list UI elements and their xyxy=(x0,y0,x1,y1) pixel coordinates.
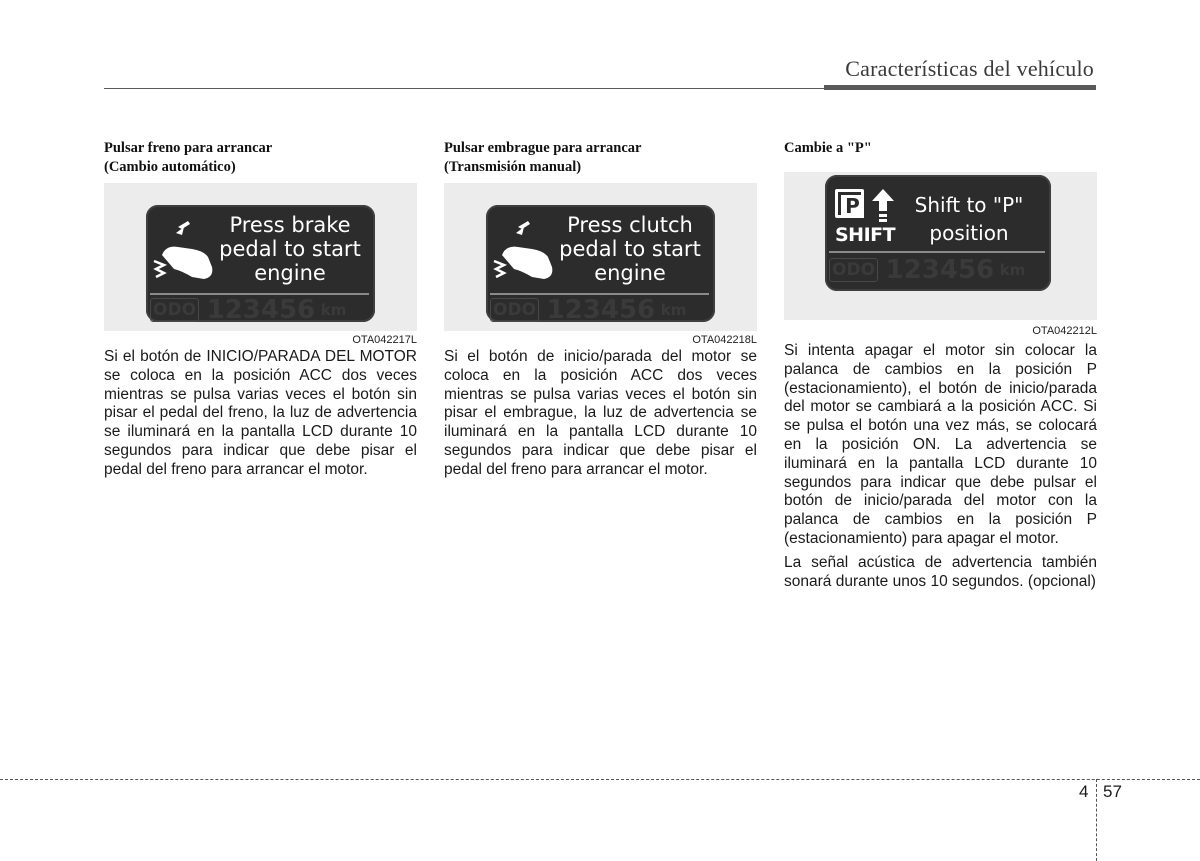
odo-label: ODO xyxy=(829,258,878,282)
column-heading: Cambie a "P" xyxy=(784,140,872,156)
figure-code: OTA042217L xyxy=(352,334,417,346)
lcd-divider xyxy=(490,293,709,295)
body-paragraph: Si intenta apagar el motor sin colocar la palanca de cambios en la posición P (estacionamiento), el botón de inicio/parada del motor se cambiará a la posición ACC. Si se pulsa el botón una vez más, se colocará en la posición ON. La advertencia se iluminará en la pantalla LCD durante 10 segundos para indicar que debe pulsar el botón de inicio/parada del motor con la palanca de cambios en la posición P (estacionamiento) para apagar el motor. xyxy=(784,342,1097,547)
chapter-number: 4 xyxy=(1079,782,1089,801)
lcd-divider xyxy=(829,251,1045,253)
footer-vertical-rule xyxy=(1096,779,1097,861)
figure-code: OTA042212L xyxy=(1032,325,1097,337)
lcd-figure xyxy=(784,172,1097,320)
figure-code: OTA042218L xyxy=(692,334,757,346)
shift-label: SHIFT xyxy=(835,224,896,246)
park-box xyxy=(835,189,864,218)
park-letter: P xyxy=(841,195,864,218)
lcd-message: Press brake pedal to start engine xyxy=(219,213,361,285)
column-heading: Pulsar embrague para arrancar (Transmisión manual) xyxy=(444,140,642,175)
lcd-display xyxy=(146,205,375,322)
odometer-readout xyxy=(829,257,1045,283)
up-arrow-icon xyxy=(872,189,894,223)
odo-value: 123456 xyxy=(885,257,995,283)
column-heading: Pulsar freno para arrancar (Cambio automático) xyxy=(104,140,273,175)
lcd-figure xyxy=(444,183,757,331)
section-title: Características del vehículo xyxy=(845,56,1094,81)
column-brake xyxy=(104,139,417,480)
odo-unit: km xyxy=(999,261,1026,279)
brake-pedal-icon xyxy=(152,211,216,287)
odo-unit: km xyxy=(320,301,347,319)
odometer-readout xyxy=(490,297,709,323)
body-paragraph: Si el botón de INICIO/PARADA DEL MOTOR se coloca en la posición ACC dos veces mientras se pulsa varias veces el botón sin pisar el pedal del freno, la luz de advertencia se iluminará en la pantalla LCD durante 10 segundos para indicar que debe pisar el pedal del freno para arrancar el motor. xyxy=(104,348,417,478)
lcd-display xyxy=(486,205,715,322)
lcd-display xyxy=(825,175,1051,291)
clutch-pedal-icon xyxy=(492,211,556,287)
lcd-message: Shift to "P" position xyxy=(914,193,1024,245)
column-shift-p xyxy=(784,139,1097,591)
odo-label: ODO xyxy=(150,298,199,322)
footer-rule xyxy=(0,779,1200,780)
column-clutch xyxy=(444,139,757,480)
odo-value: 123456 xyxy=(206,297,316,323)
lcd-divider xyxy=(150,293,369,295)
lcd-figure xyxy=(104,183,417,331)
header-rule-accent xyxy=(824,85,1096,90)
odo-unit: km xyxy=(660,301,687,319)
lcd-message: Press clutch pedal to start engine xyxy=(559,213,701,285)
body-paragraph: Si el botón de inicio/parada del motor se coloca en la posición ACC dos veces mientras se pulsa varias veces el botón sin pisar el embrague, la luz de advertencia se iluminará en la pantalla LCD durante 10 segundos para indicar que debe pisar el pedal del freno para arrancar el motor. xyxy=(444,348,757,478)
shift-to-p-icon xyxy=(835,189,897,247)
odometer-readout xyxy=(150,297,369,323)
page-number: 57 xyxy=(1103,782,1122,801)
body-paragraph: La señal acústica de advertencia también sonará durante unos 10 segundos. (opcional) xyxy=(784,553,1097,590)
odo-value: 123456 xyxy=(546,297,656,323)
odo-label: ODO xyxy=(490,298,539,322)
